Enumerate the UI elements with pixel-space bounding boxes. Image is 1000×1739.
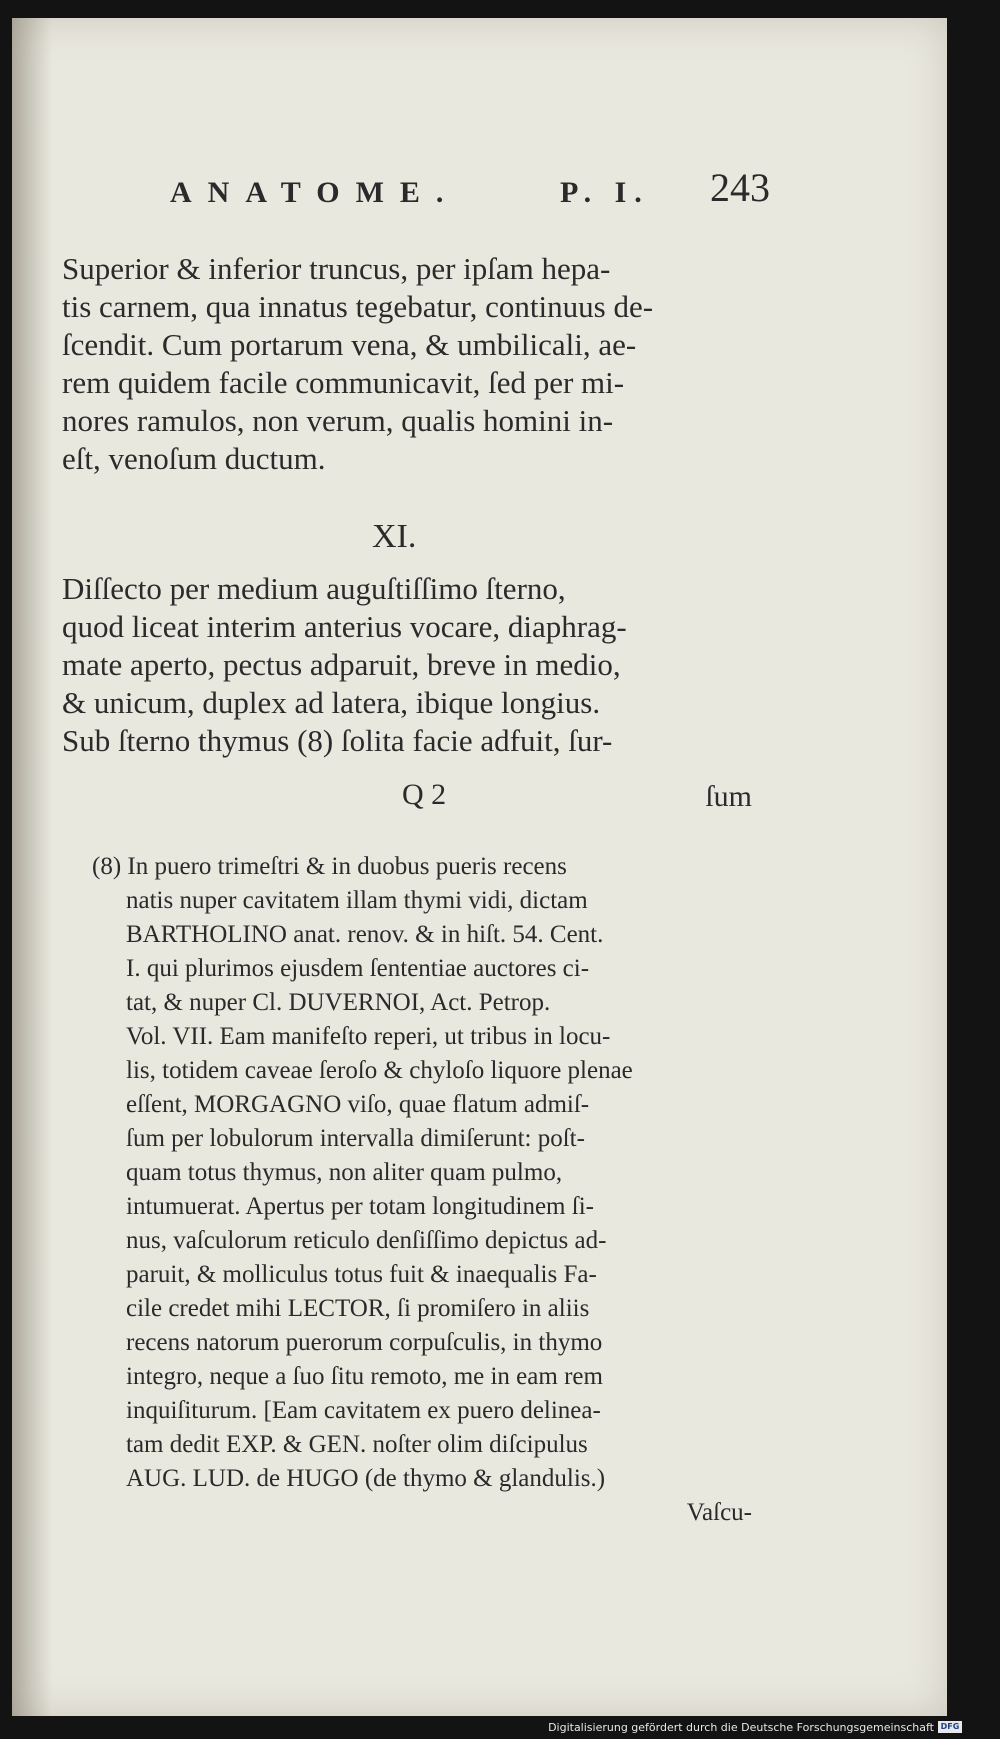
signature-mark: Q 2: [402, 778, 447, 811]
footnote-line: I. qui plurimos ejusdem ſententiae auctores ci-: [126, 955, 590, 982]
footnote-line: tat, & nuper Cl. DUVERNOI, Act. Petrop.: [126, 989, 551, 1016]
section-mark: P. I.: [560, 176, 650, 209]
footnote-catchword: Vaſcu-: [686, 1499, 752, 1526]
text-line: tis carnem, qua innatus tegebatur, continuus de-: [62, 289, 654, 324]
section-heading: XI.: [372, 518, 417, 555]
footnote-line: AUG. LUD. de HUGO (de thymo & glandulis.): [126, 1465, 606, 1492]
running-title: ANATOME.: [170, 176, 460, 209]
text-line: Diſſecto per medium auguſtiſſimo ſterno,: [62, 571, 566, 606]
text-line: mate aperto, pectus adparuit, breve in medio,: [62, 647, 621, 682]
text-line: Superior & inferior truncus, per ipſam hepa-: [62, 251, 611, 286]
text-line: ſcendit. Cum portarum vena, & umbilicali, ae-: [62, 327, 637, 362]
text-line: Sub ſterno thymus (8) ſolita facie adfuit, ſur-: [62, 723, 613, 758]
footnote-line: eſſent, MORGAGNO viſo, quae flatum admiſ-: [126, 1091, 590, 1118]
footnote-line: intumuerat. Apertus per totam longitudinem ſi-: [126, 1193, 594, 1220]
footnote-line: nus, vaſculorum reticulo denſiſſimo depictus ad-: [126, 1227, 607, 1254]
footnote-line: integro, neque a ſuo ſitu remoto, me in eam rem: [126, 1363, 603, 1390]
page-number: 243: [710, 165, 770, 210]
credit-text: Digitalisierung gefördert durch die Deutsche Forschungsgemeinschaft: [548, 1720, 934, 1734]
footnote-line: lis, totidem caveae ſeroſo & chyloſo liquore plenae: [126, 1057, 633, 1084]
footnote-line: quam totus thymus, non aliter quam pulmo,: [126, 1159, 563, 1186]
footnote-line: BARTHOLINO anat. renov. & in hiſt. 54. Cent.: [126, 921, 604, 948]
footnote-line: ſum per lobulorum intervalla dimiſerunt: poſt-: [126, 1125, 585, 1152]
footnote-line: cile credet mihi LECTOR, ſi promiſero in aliis: [126, 1295, 590, 1322]
text-line: rem quidem facile communicavit, ſed per mi-: [62, 365, 625, 400]
spine-shadow: [12, 18, 52, 1716]
text-line: nores ramulos, non verum, qualis homini in-: [62, 403, 614, 438]
page-header: [160, 158, 770, 218]
footnote-line: paruit, & molliculus totus fuit & inaequalis Fa-: [126, 1261, 597, 1288]
paragraph-2: [62, 570, 752, 760]
footer-credit: [548, 1719, 962, 1735]
footnote-line: natis nuper cavitatem illam thymi vidi, dictam: [126, 887, 588, 914]
footnote-line: tam dedit EXP. & GEN. noſter olim diſcipulus: [126, 1431, 588, 1458]
dfg-logo-icon: DFG: [938, 1721, 962, 1733]
footnote-line: inquiſiturum. [Eam cavitatem ex puero delinea-: [126, 1397, 601, 1424]
footnote: [92, 850, 752, 1530]
footnote-line: recens natorum puerorum corpuſculis, in thymo: [126, 1329, 603, 1356]
catchword: ſum: [705, 780, 752, 813]
text-line: eſt, venoſum ductum.: [62, 441, 326, 476]
text-line: & unicum, duplex ad latera, ibique longius.: [62, 685, 601, 720]
signature-row: [62, 778, 752, 818]
book-page: [12, 18, 947, 1716]
text-line: quod liceat interim anterius vocare, diaphrag-: [62, 609, 627, 644]
footnote-line: Vol. VII. Eam manifeſto reperi, ut tribus in locu-: [126, 1023, 611, 1050]
paragraph-1: [62, 250, 752, 478]
footnote-line: (8) In puero trimeſtri & in duobus pueris recens: [92, 853, 567, 880]
